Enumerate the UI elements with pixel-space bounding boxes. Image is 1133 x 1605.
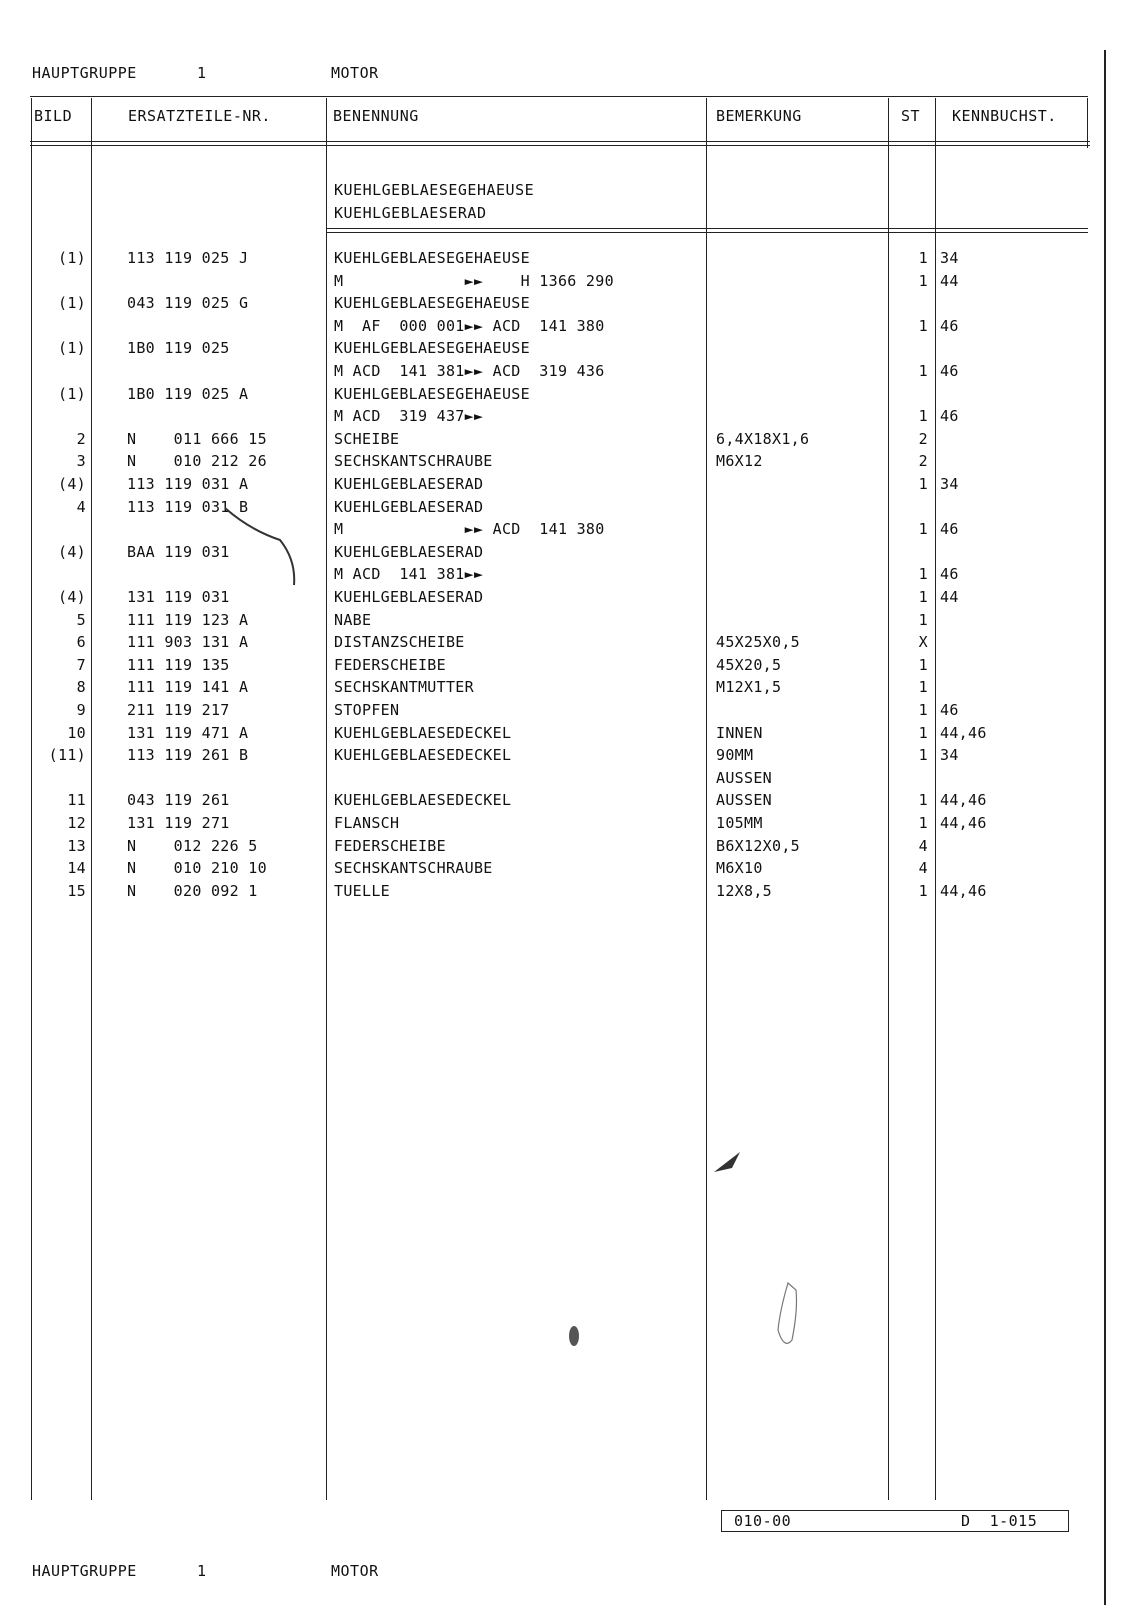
row-remark: B6X12X0,5 [716,836,800,855]
row-name: FEDERSCHEIBE [334,836,446,855]
row-part-number: 131 119 471 A [127,723,249,742]
row-code: 44,46 [940,723,987,742]
row-bild: 9 [76,701,86,719]
row-qty: 4 [918,859,928,878]
footer-group-number: 1 [197,1562,207,1580]
row-qty: 2 [918,452,928,471]
row-code: 44,46 [940,814,987,832]
row-name: TUELLE [334,881,390,900]
row-qty: X [918,633,928,652]
row-qty: 1 [918,881,928,900]
row-name: M ►► H 1366 290 [334,271,614,290]
row-part-number: 113 119 031 A [127,475,249,493]
col-header-part-no: ERSATZTEILE-NR. [128,107,271,125]
col-header-remark: BEMERKUNG [716,107,802,125]
row-code: 44 [940,271,959,290]
row-name: M ACD 141 381►► [334,565,484,584]
row-part-number: N 011 666 15 [127,429,267,448]
row-qty: 1 [918,791,928,810]
row-name: SECHSKANTMUTTER [334,678,474,697]
row-part-number: 111 903 131 A [127,633,249,652]
row-part-number: 113 119 031 B [127,497,249,516]
row-qty: 1 [918,746,928,765]
row-qty: 4 [918,836,928,855]
row-part-number: N 010 210 10 [127,859,267,878]
row-qty: 1 [918,610,928,629]
row-bild: 6 [76,633,86,652]
row-bild: 5 [76,610,86,629]
row-bild: (4) [58,588,86,606]
row-qty: 1 [918,814,928,832]
row-name: FEDERSCHEIBE [334,655,446,674]
row-remark: AUSSEN [716,768,772,787]
row-part-number: BAA 119 031 [127,542,230,561]
row-part-number: 131 119 271 [127,814,230,832]
page-ref-right: D 1-015 [961,1512,1038,1530]
row-part-number: N 020 092 1 [127,881,258,900]
row-qty: 1 [918,271,928,290]
row-name: KUEHLGEBLAESERAD [334,588,484,606]
header-group-label: HAUPTGRUPPE [32,64,137,82]
page-ref-left: 010-00 [734,1512,792,1530]
row-name: SCHEIBE [334,429,400,448]
header-group-number: 1 [197,64,207,82]
row-bild: 3 [76,452,86,471]
row-bild: (11) [48,746,86,765]
row-part-number: 111 119 141 A [127,678,249,697]
row-bild: 2 [76,429,86,448]
row-part-number: 043 119 261 [127,791,230,810]
row-name: KUEHLGEBLAESEDECKEL [334,791,512,810]
row-name: KUEHLGEBLAESERAD [334,542,484,561]
row-part-number: 113 119 025 J [127,249,249,267]
pen-stroke-mark [225,508,294,585]
row-bild: (4) [58,475,86,493]
row-bild: (4) [58,542,86,561]
col-header-code: KENNBUCHST. [952,107,1057,125]
row-code: 34 [940,249,959,267]
row-part-number: N 012 226 5 [127,836,258,855]
row-qty: 1 [918,407,928,426]
row-name: STOPFEN [334,701,400,719]
row-remark: 90MM [716,746,754,765]
row-part-number: 131 119 031 [127,588,230,606]
row-bild: 13 [67,836,86,855]
row-name: KUEHLGEBLAESEGEHAEUSE [334,294,530,313]
row-code: 44 [940,588,959,606]
row-code: 44,46 [940,881,987,900]
row-qty: 1 [918,678,928,697]
section-title-2: KUEHLGEBLAESERAD [334,204,487,222]
row-bild: (1) [58,384,86,403]
section-title-1: KUEHLGEBLAESEGEHAEUSE [334,181,535,199]
row-bild: 8 [76,678,86,697]
row-name: M ACD 319 437►► [334,407,484,426]
row-code: 34 [940,475,959,493]
row-code: 46 [940,362,959,380]
row-name: KUEHLGEBLAESERAD [334,475,484,493]
row-name: KUEHLGEBLAESERAD [334,497,484,516]
row-name: M AF 000 001►► ACD 141 380 [334,316,605,335]
row-bild: 10 [67,723,86,742]
row-code: 46 [940,407,959,426]
row-name: FLANSCH [334,814,400,832]
row-remark: 45X20,5 [716,655,782,674]
row-part-number: N 010 212 26 [127,452,267,471]
row-part-number: 211 119 217 [127,701,230,719]
row-name: KUEHLGEBLAESEGEHAEUSE [334,384,530,403]
row-part-number: 1B0 119 025 [127,339,230,358]
row-bild: 15 [67,881,86,900]
row-remark: M12X1,5 [716,678,782,697]
row-qty: 1 [918,520,928,539]
row-name: NABE [334,610,372,629]
row-bild: (1) [58,249,86,267]
row-bild: 4 [76,497,86,516]
pencil-scribble-mark [778,1283,797,1343]
row-remark: 105MM [716,814,763,832]
row-code: 46 [940,565,959,584]
row-remark: M6X10 [716,859,763,878]
row-name: SECHSKANTSCHRAUBE [334,859,493,878]
footer-group-name: MOTOR [331,1562,379,1580]
row-name: KUEHLGEBLAESEGEHAEUSE [334,249,530,267]
row-qty: 1 [918,588,928,606]
row-remark: M6X12 [716,452,763,471]
row-name: M ►► ACD 141 380 [334,520,605,539]
col-header-bild: BILD [34,107,73,125]
row-remark: 12X8,5 [716,881,772,900]
row-part-number: 113 119 261 B [127,746,249,765]
row-qty: 1 [918,249,928,267]
row-qty: 1 [918,565,928,584]
col-header-name: BENENNUNG [333,107,419,125]
row-remark: AUSSEN [716,791,772,810]
row-part-number: 111 119 123 A [127,610,249,629]
row-bild: 11 [67,791,86,810]
row-code: 46 [940,701,959,719]
row-name: KUEHLGEBLAESEDECKEL [334,746,512,765]
row-bild: 7 [76,655,86,674]
ink-spot-mark [569,1326,579,1346]
row-remark: 6,4X18X1,6 [716,429,810,448]
row-qty: 1 [918,316,928,335]
row-code: 46 [940,520,959,539]
row-name: M ACD 141 381►► ACD 319 436 [334,362,605,380]
row-name: KUEHLGEBLAESEGEHAEUSE [334,339,530,358]
row-code: 46 [940,316,959,335]
row-name: SECHSKANTSCHRAUBE [334,452,493,471]
row-part-number: 1B0 119 025 A [127,384,249,403]
row-part-number: 111 119 135 [127,655,230,674]
row-remark: 45X25X0,5 [716,633,800,652]
row-code: 44,46 [940,791,987,810]
row-qty: 1 [918,475,928,493]
ink-blot-mark [714,1152,740,1172]
row-name: KUEHLGEBLAESEDECKEL [334,723,512,742]
row-part-number: 043 119 025 G [127,294,249,313]
row-code: 34 [940,746,959,765]
row-qty: 2 [918,429,928,448]
row-qty: 1 [918,701,928,719]
row-remark: INNEN [716,723,763,742]
footer-group-label: HAUPTGRUPPE [32,1562,137,1580]
row-bild: 12 [67,814,86,832]
col-header-qty: ST [901,107,921,125]
row-qty: 1 [918,655,928,674]
row-bild: (1) [58,294,86,313]
row-bild: (1) [58,339,86,358]
row-name: DISTANZSCHEIBE [334,633,465,652]
header-group-name: MOTOR [331,64,379,82]
row-qty: 1 [918,723,928,742]
row-qty: 1 [918,362,928,380]
row-bild: 14 [67,859,86,878]
